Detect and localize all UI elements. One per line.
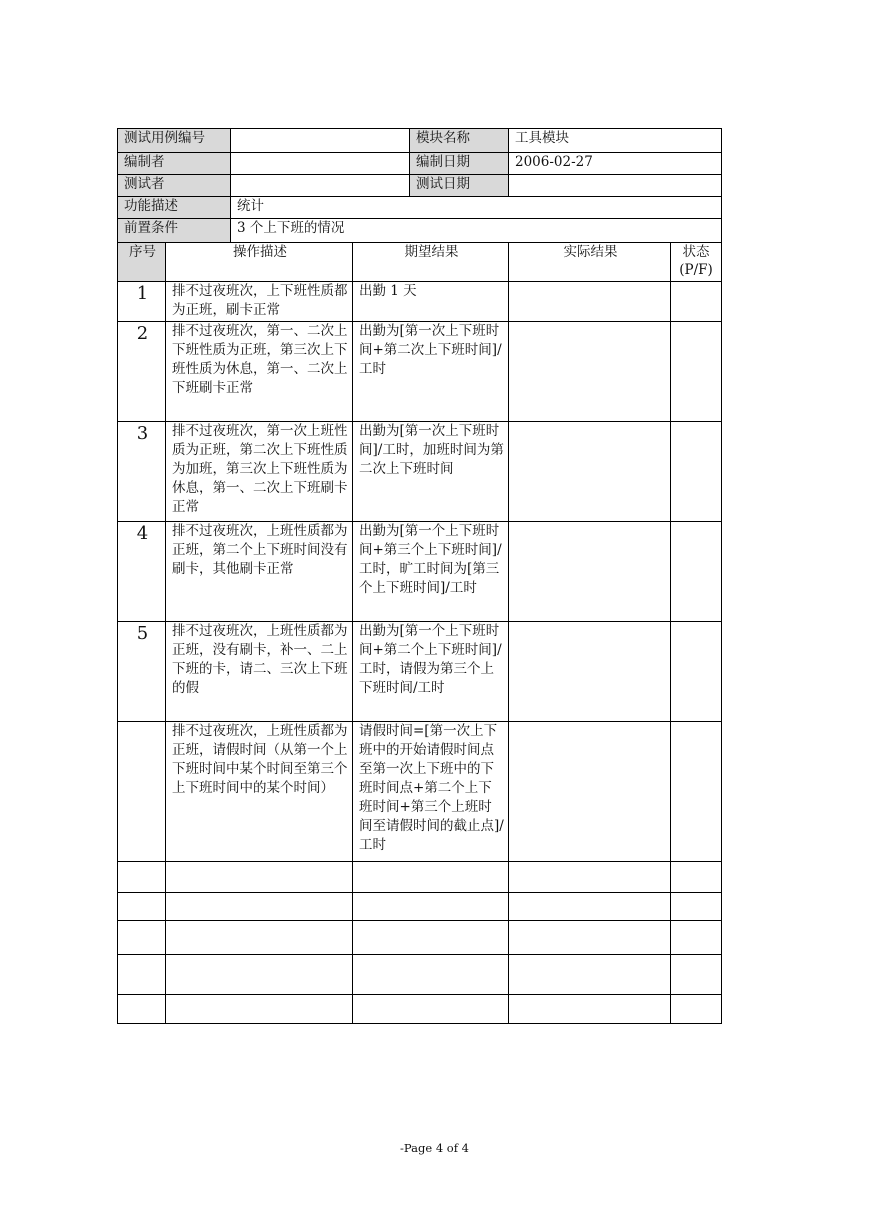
module-label: 模块名称 xyxy=(410,129,509,153)
row-seq: 2 xyxy=(118,322,166,422)
row-seq xyxy=(118,893,166,921)
row-status[interactable] xyxy=(671,862,722,893)
row-operation: 排不过夜班次，上班性质都为正班，第二个上下班时间没有刷卡，其他刷卡正常 xyxy=(166,522,353,622)
row-actual[interactable] xyxy=(509,322,671,422)
row-expected[interactable] xyxy=(353,921,509,955)
row-operation: 排不过夜班次，上班性质都为正班，请假时间（从第一个上下班时间中某个时间至第三个上下班时间中的某个时间） xyxy=(166,722,353,862)
row-operation: 排不过夜班次，上下班性质都为正班，刷卡正常 xyxy=(166,282,353,322)
row-actual[interactable] xyxy=(509,995,671,1024)
row-actual[interactable] xyxy=(509,722,671,862)
row-actual[interactable] xyxy=(509,893,671,921)
row-actual[interactable] xyxy=(509,955,671,995)
row-seq: 1 xyxy=(118,282,166,322)
row-operation[interactable] xyxy=(166,955,353,995)
header-row-precondition xyxy=(118,219,722,243)
row-expected: 出勤为[第一次上下班时间+第二次上下班时间]/工时 xyxy=(353,322,509,422)
table-row xyxy=(118,282,722,322)
row-seq xyxy=(118,862,166,893)
header-row-case xyxy=(118,129,722,153)
row-expected: 出勤为[第一次上下班时间]/工时，加班时间为第二次上下班时间 xyxy=(353,422,509,522)
row-expected: 出勤为[第一个上下班时间+第三个上下班时间]/工时，旷工时间为[第三个上下班时间]/工时 xyxy=(353,522,509,622)
table-row xyxy=(118,522,722,622)
header-row-function xyxy=(118,197,722,219)
tester-value[interactable] xyxy=(231,175,410,197)
test-case-table xyxy=(117,128,722,1024)
col-header-operation: 操作描述 xyxy=(166,243,353,282)
table-row xyxy=(118,995,722,1024)
function-label: 功能描述 xyxy=(118,197,231,219)
author-value[interactable] xyxy=(231,153,410,175)
row-seq xyxy=(118,995,166,1024)
page-footer: -Page 4 of 4 xyxy=(400,1141,469,1155)
col-header-actual: 实际结果 xyxy=(509,243,671,282)
col-header-expected: 期望结果 xyxy=(353,243,509,282)
row-expected: 请假时间=[第一次上下班中的开始请假时间点至第一次上下班中的下班时间点+第二个上下班时间+第三个上班时间至请假时间的截止点]/工时 xyxy=(353,722,509,862)
row-expected[interactable] xyxy=(353,893,509,921)
row-operation: 排不过夜班次，上班性质都为正班，没有刷卡，补一、二上下班的卡，请二、三次上下班的假 xyxy=(166,622,353,722)
row-expected: 出勤为[第一个上下班时间+第二个上下班时间]/工时，请假为第三个上下班时间/工时 xyxy=(353,622,509,722)
row-status[interactable] xyxy=(671,322,722,422)
tester-label: 测试者 xyxy=(118,175,231,197)
row-seq xyxy=(118,955,166,995)
header-row-author xyxy=(118,153,722,175)
function-value[interactable]: 统计 xyxy=(231,197,722,219)
table-row xyxy=(118,921,722,955)
row-operation: 排不过夜班次，第一次上班性质为正班，第二次上下班性质为加班，第三次上下班性质为休息，第一、二次上下班刷卡正常 xyxy=(166,422,353,522)
table-row xyxy=(118,422,722,522)
row-expected[interactable] xyxy=(353,955,509,995)
row-operation[interactable] xyxy=(166,921,353,955)
table-row xyxy=(118,722,722,862)
row-status[interactable] xyxy=(671,422,722,522)
row-actual[interactable] xyxy=(509,422,671,522)
row-seq: 4 xyxy=(118,522,166,622)
table-row xyxy=(118,622,722,722)
row-seq xyxy=(118,921,166,955)
row-operation[interactable] xyxy=(166,995,353,1024)
column-header-row xyxy=(118,243,722,282)
row-expected[interactable] xyxy=(353,995,509,1024)
col-header-seq: 序号 xyxy=(118,243,166,282)
precondition-value[interactable]: 3 个上下班的情况 xyxy=(231,219,722,243)
precondition-label: 前置条件 xyxy=(118,219,231,243)
table-row xyxy=(118,322,722,422)
row-actual[interactable] xyxy=(509,921,671,955)
row-seq: 3 xyxy=(118,422,166,522)
row-seq: 5 xyxy=(118,622,166,722)
table-row xyxy=(118,893,722,921)
row-status[interactable] xyxy=(671,282,722,322)
header-row-tester xyxy=(118,175,722,197)
date-value[interactable]: 2006-02-27 xyxy=(509,153,722,175)
module-value[interactable]: 工具模块 xyxy=(509,129,722,153)
row-operation: 排不过夜班次，第一、二次上下班性质为正班，第三次上下班性质为休息，第一、二次上下班刷卡正常 xyxy=(166,322,353,422)
row-status[interactable] xyxy=(671,622,722,722)
test-date-label: 测试日期 xyxy=(410,175,509,197)
table-row xyxy=(118,862,722,893)
case-id-label: 测试用例编号 xyxy=(118,129,231,153)
row-status[interactable] xyxy=(671,995,722,1024)
row-actual[interactable] xyxy=(509,282,671,322)
row-status[interactable] xyxy=(671,921,722,955)
row-status[interactable] xyxy=(671,522,722,622)
row-status[interactable] xyxy=(671,722,722,862)
row-expected: 出勤 1 天 xyxy=(353,282,509,322)
row-status[interactable] xyxy=(671,955,722,995)
row-expected[interactable] xyxy=(353,862,509,893)
table-row xyxy=(118,955,722,995)
author-label: 编制者 xyxy=(118,153,231,175)
test-date-value[interactable] xyxy=(509,175,722,197)
date-label: 编制日期 xyxy=(410,153,509,175)
row-operation[interactable] xyxy=(166,862,353,893)
row-operation[interactable] xyxy=(166,893,353,921)
row-actual[interactable] xyxy=(509,862,671,893)
case-id-value[interactable] xyxy=(231,129,410,153)
row-actual[interactable] xyxy=(509,522,671,622)
col-header-status: 状态 (P/F) xyxy=(671,243,722,282)
row-status[interactable] xyxy=(671,893,722,921)
row-actual[interactable] xyxy=(509,622,671,722)
row-seq xyxy=(118,722,166,862)
